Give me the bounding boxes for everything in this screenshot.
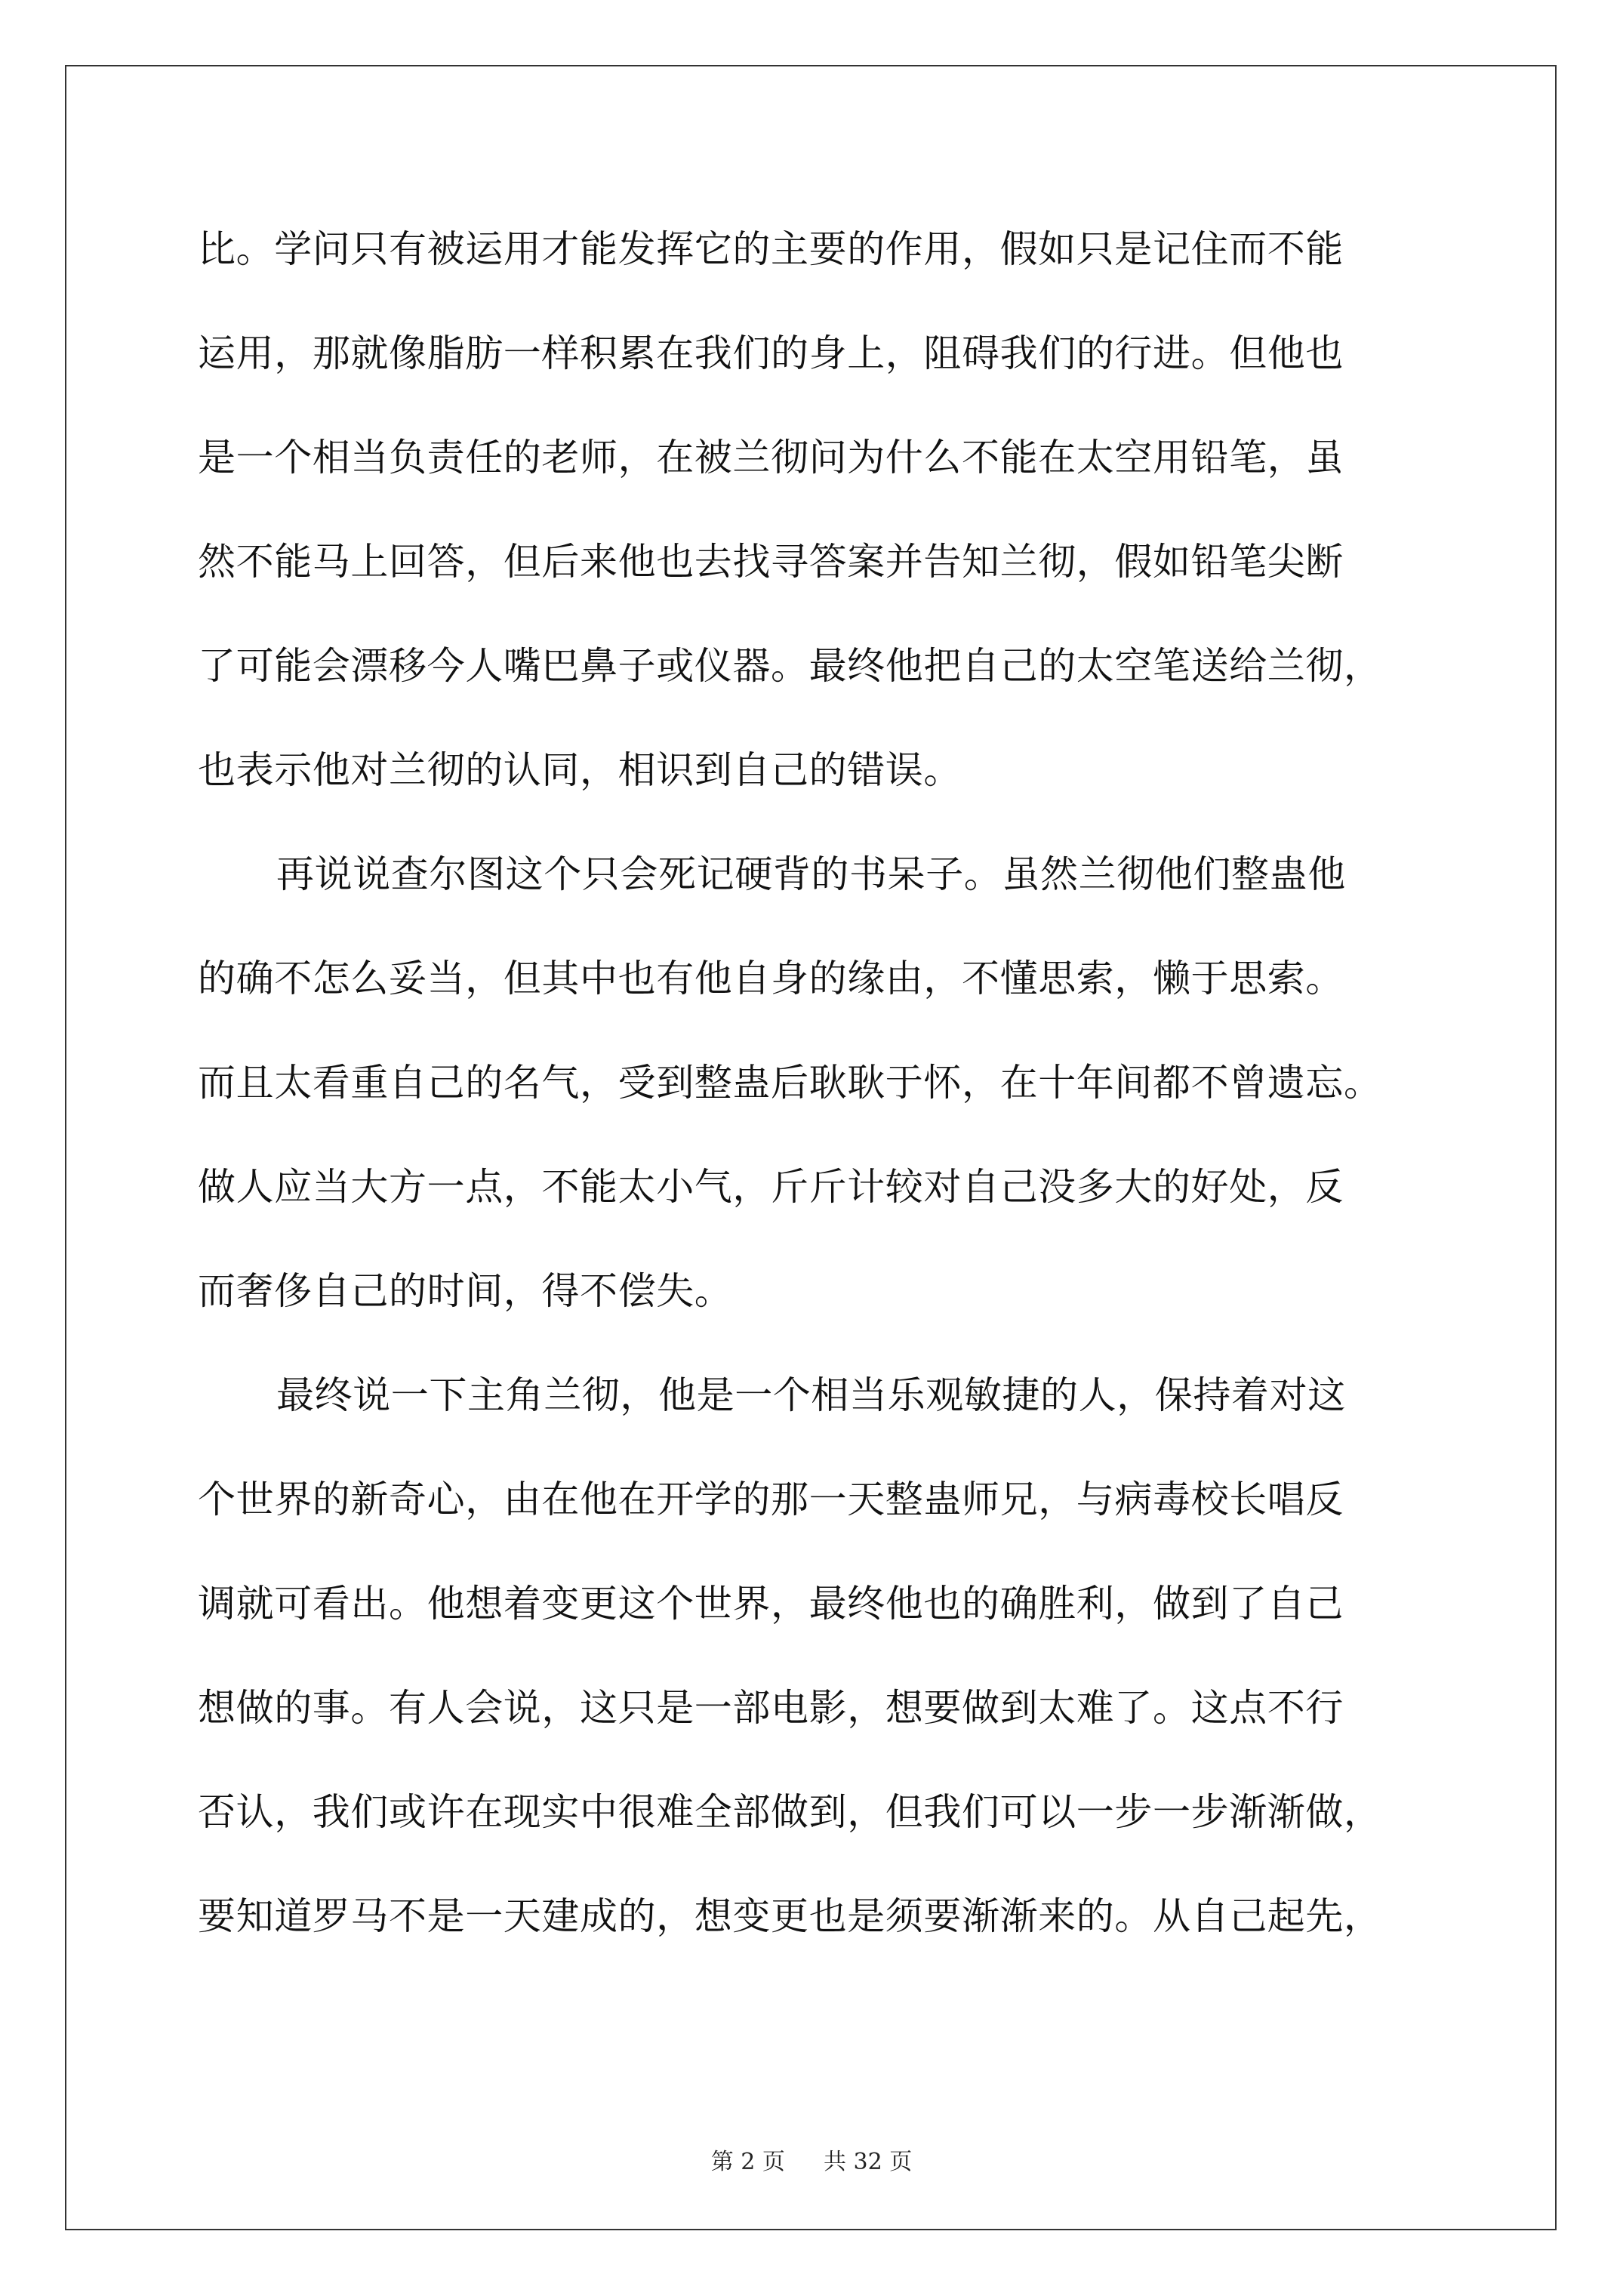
page-number-current: 第 2 页 (710, 2149, 785, 2175)
paragraph-start-line: 再说说查尔图这个只会死记硬背的书呆子。虽然兰彻他们整蛊他 (276, 852, 1346, 896)
text-line: 的确不怎么妥当，但其中也有他自身的缘由，不懂思索，懒于思索。 (198, 957, 1344, 1000)
text-line: 想做的事。有人会说，这只是一部电影，想要做到太难了。这点不行 (198, 1686, 1344, 1730)
page-footer (0, 2143, 1623, 2176)
text-line: 然不能马上回答，但后来他也去找寻答案并告知兰彻，假如铅笔尖断 (198, 540, 1344, 584)
page-number-total: 共 32 页 (824, 2149, 913, 2175)
text-line: 是一个相当负责任的老师，在被兰彻问为什么不能在太空用铅笔，虽 (198, 436, 1344, 479)
text-line: 也表示他对兰彻的认同，相识到自己的错误。 (198, 748, 962, 792)
text-line: 而奢侈自己的时间，得不偿失。 (198, 1269, 733, 1313)
paragraph-start-line: 最终说一下主角兰彻，他是一个相当乐观敏捷的人，保持着对这 (276, 1373, 1346, 1417)
text-line: 个世界的新奇心，由在他在开学的那一天整蛊师兄，与病毒校长唱反 (198, 1478, 1344, 1521)
text-line: 做人应当大方一点，不能太小气，斤斤计较对自己没多大的好处，反 (198, 1165, 1344, 1209)
text-line: 否认，我们或许在现实中很难全部做到，但我们可以一步一步渐渐做， (198, 1790, 1382, 1834)
text-line: 而且太看重自己的名气，受到整蛊后耿耿于怀，在十年间都不曾遗忘。 (198, 1061, 1382, 1105)
text-line: 要知道罗马不是一天建成的，想变更也是须要渐渐来的。从自己起先， (198, 1894, 1382, 1938)
document-body (198, 220, 1436, 1992)
text-line: 运用，那就像脂肪一样积累在我们的身上，阻碍我们的行进。但他也 (198, 331, 1344, 375)
text-line: 比。学问只有被运用才能发挥它的主要的作用，假如只是记住而不能 (198, 227, 1344, 271)
text-line: 调就可看出。他想着变更这个世界，最终他也的确胜利，做到了自己 (198, 1582, 1344, 1626)
text-line: 了可能会漂移今人嘴巴鼻子或仪器。最终他把自己的太空笔送给兰彻， (198, 644, 1382, 688)
